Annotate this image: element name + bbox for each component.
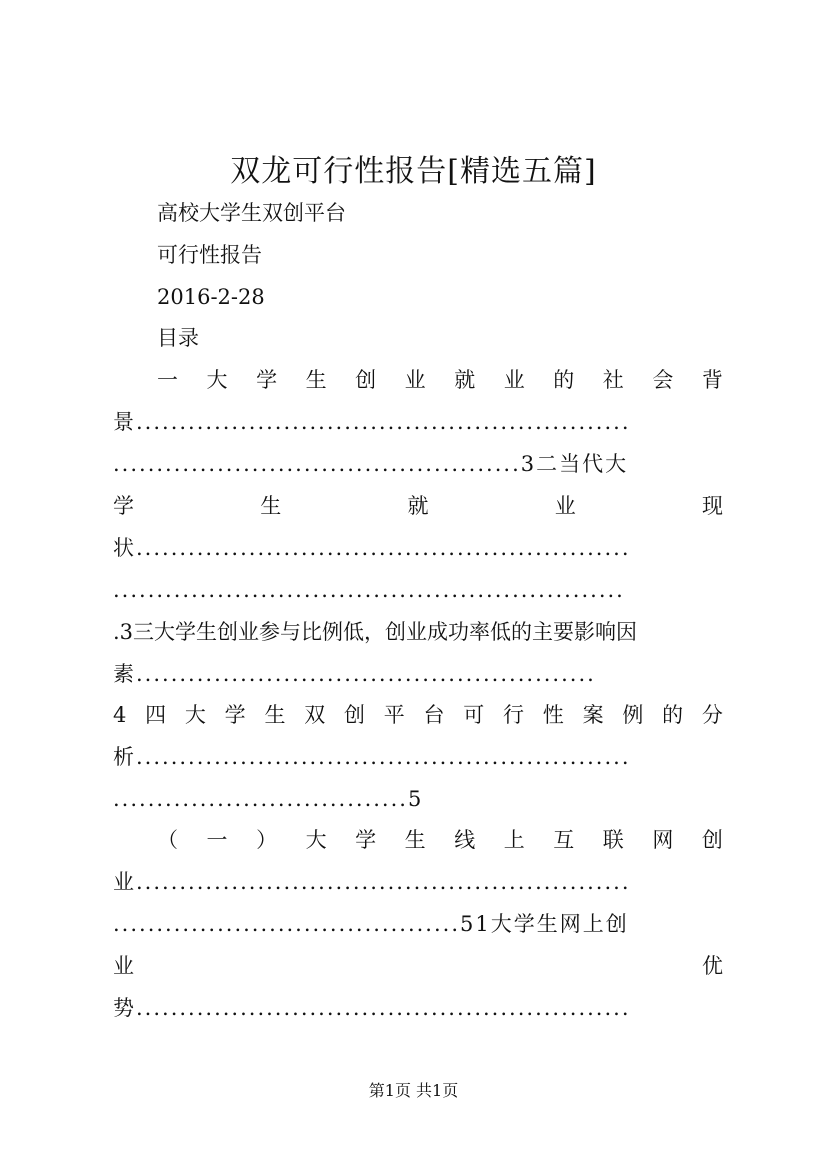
toc-char: 社 <box>602 368 624 392</box>
toc-line-12 <box>157 820 723 860</box>
toc-char: 一 <box>206 828 228 852</box>
paragraph-date: 2016-2-28 <box>157 285 265 309</box>
toc-line-2: 景......................................................... <box>113 410 631 434</box>
toc-char: 生 <box>260 494 282 518</box>
toc-char: 大 <box>206 368 228 392</box>
toc-char: 业 <box>404 368 426 392</box>
toc-char: ） <box>256 828 278 852</box>
toc-char: 例 <box>622 703 644 727</box>
toc-char: 的 <box>553 368 575 392</box>
toc-char: 优 <box>702 954 723 978</box>
toc-char: 背 <box>701 368 723 392</box>
toc-char: 台 <box>423 703 445 727</box>
toc-char: 业 <box>113 954 134 978</box>
toc-char: 的 <box>662 703 684 727</box>
toc-line-9 <box>113 695 723 735</box>
toc-line-7: .3三大学生创业参与比例低，创业成功率低的主要影响因 <box>113 620 638 644</box>
toc-char: 联 <box>602 828 624 852</box>
toc-char: 大 <box>305 828 327 852</box>
toc-char: 案 <box>582 703 604 727</box>
toc-char: 可 <box>463 703 485 727</box>
toc-char: 大 <box>184 703 206 727</box>
paragraph-report: 可行性报告 <box>157 243 262 267</box>
toc-line-16: 势......................................................... <box>113 996 631 1020</box>
toc-line-3: ...............................................3二当代大 <box>113 452 629 476</box>
toc-char: 学 <box>224 703 246 727</box>
toc-char: 双 <box>304 703 326 727</box>
toc-char: 4 <box>113 703 127 727</box>
toc-char: 学 <box>355 828 377 852</box>
toc-char: 分 <box>701 703 723 727</box>
toc-char: 就 <box>407 494 429 518</box>
toc-line-11: ..................................5 <box>113 787 424 811</box>
toc-char: 学 <box>113 494 134 518</box>
toc-char: 业 <box>554 494 576 518</box>
toc-line-10: 析......................................................... <box>113 745 631 769</box>
toc-char: 上 <box>503 828 525 852</box>
paragraph-platform: 高校大学生双创平台 <box>157 201 346 225</box>
toc-char: 性 <box>542 703 564 727</box>
toc-line-5: 状......................................................... <box>113 536 631 560</box>
toc-char: 一 <box>157 368 178 392</box>
toc-char: 创 <box>355 368 377 392</box>
toc-char: 平 <box>383 703 405 727</box>
page-footer: 第1页 共1页 <box>368 1081 459 1100</box>
toc-line-6: ........................................................... <box>113 578 625 602</box>
toc-line-8: 素..................................................... <box>113 662 596 686</box>
toc-char: 现 <box>702 494 723 518</box>
toc-char: 生 <box>404 828 426 852</box>
toc-char: 创 <box>701 828 723 852</box>
toc-char: 网 <box>652 828 674 852</box>
toc-char: 行 <box>503 703 525 727</box>
toc-char: 生 <box>264 703 286 727</box>
toc-char: 创 <box>343 703 365 727</box>
toc-char: 线 <box>454 828 476 852</box>
toc-line-14: ........................................51大学生网上创 <box>113 912 629 936</box>
toc-char: 学 <box>256 368 278 392</box>
toc-char: 生 <box>305 368 327 392</box>
toc-line-15 <box>113 946 723 986</box>
toc-char: 互 <box>553 828 575 852</box>
toc-char: 四 <box>145 703 167 727</box>
toc-char: 就 <box>454 368 476 392</box>
document-title: 双龙可行性报告[精选五篇] <box>230 154 597 189</box>
toc-char: 会 <box>652 368 674 392</box>
paragraph-toc-heading: 目录 <box>157 326 199 350</box>
toc-char: 业 <box>503 368 525 392</box>
toc-line-13: 业......................................................... <box>113 870 631 894</box>
toc-char: （ <box>157 828 178 852</box>
toc-line-4 <box>113 486 723 526</box>
toc-line-1 <box>157 360 723 400</box>
